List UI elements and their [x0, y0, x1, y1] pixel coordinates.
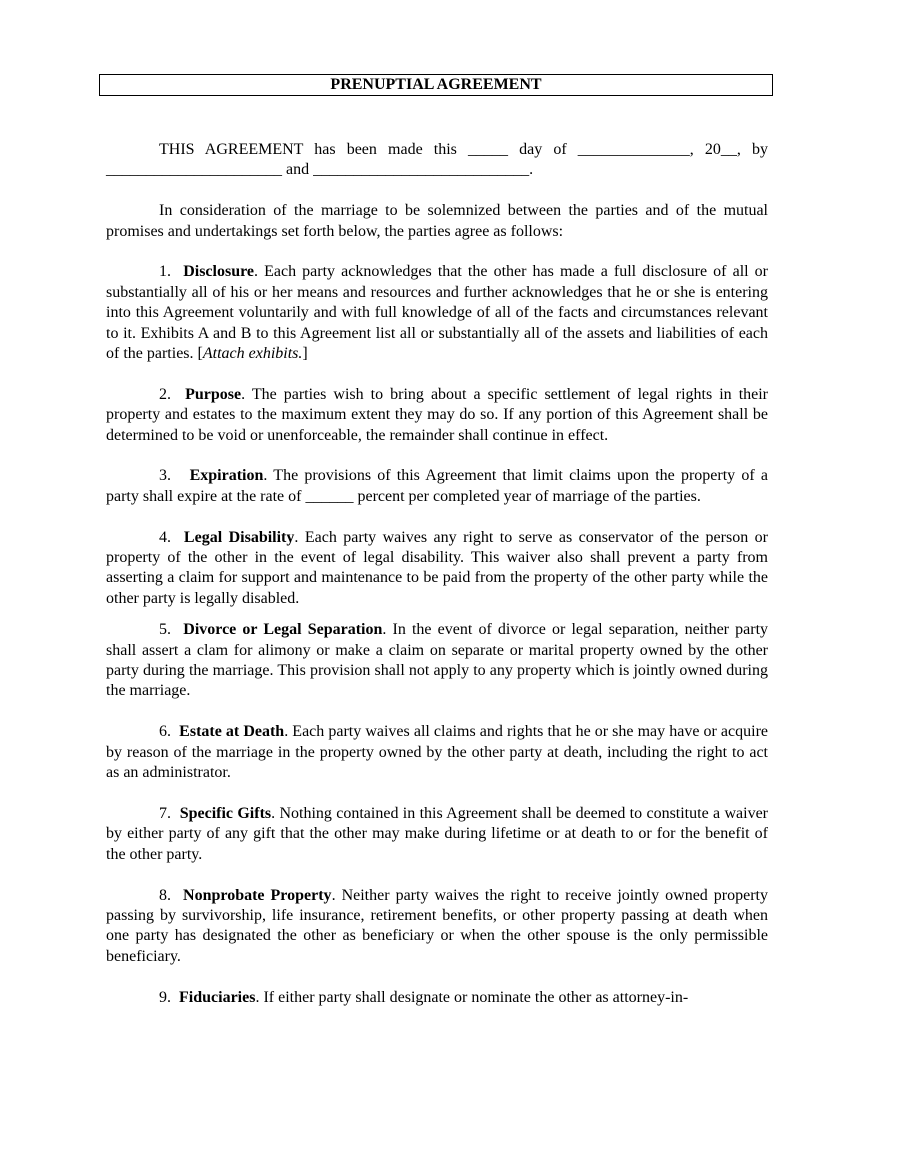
- section-text: . Each party waives any right to serve as conservator of the person or property of the other in the event of legal disability. This waiver also shall prevent a party from asserting a claim for support and maintenance to be paid from the property of the other party while the other party is legally disabled.: [106, 528, 768, 607]
- section-number: 1.: [159, 263, 171, 281]
- section-heading: Fiduciaries: [179, 988, 256, 1006]
- section-specific-gifts: [106, 804, 768, 865]
- section-legal-disability: [106, 528, 768, 610]
- section-text: . Neither party waives the right to receive jointly owned property passing by survivorship, life insurance, retirement benefits, or other property passing at death when one party has designated the other as beneficiary or when the other spouse is the only permissible beneficiary.: [106, 886, 769, 965]
- section-text: . Nothing contained in this Agreement shall be deemed to constitute a waiver by either party of any gift that the other may make during lifetime or at death to or for the benefit of the other party.: [106, 804, 768, 863]
- section-disclosure: [106, 262, 768, 364]
- section-number: 3.: [159, 467, 171, 485]
- document-title: PRENUPTIAL AGREEMENT: [99, 74, 773, 96]
- section-number: 9.: [159, 988, 171, 1006]
- section-text: . If either party shall designate or nominate the other as attorney-in-: [255, 988, 689, 1006]
- section-text: . The provisions of this Agreement that limit claims upon the property of a party shall expire at the rate of ______ percent per completed year of marriage of the parties.: [106, 467, 769, 505]
- section-text: . Each party acknowledges that the other has made a full disclosure of all or substantially all of his or her means and resources and further acknowledges that he or she is entering into this Agreement voluntarily and with full knowledge of all of the facts and circumstances relevant to it. Exhibits A and B to this Agreement list all or substantially all of the assets and liabilities of each of the parties. [: [106, 263, 769, 363]
- section-text: . The parties wish to bring about a specific settlement of legal rights in their property and estates to the maximum extent they may do so. If any portion of this Agreement shall be determined to be void or unenforceable, the remainder shall continue in effect.: [106, 385, 769, 444]
- section-number: 5.: [159, 621, 171, 639]
- section-heading: Estate at Death: [179, 723, 285, 741]
- section-heading: Purpose: [185, 385, 242, 403]
- section-heading: Divorce or Legal Separation: [183, 621, 383, 639]
- section-italic-note: Attach exhibits.: [202, 345, 303, 363]
- section-number: 7.: [159, 804, 171, 822]
- document-body: [106, 140, 768, 1008]
- section-heading: Expiration: [189, 467, 264, 485]
- consideration-paragraph: In consideration of the marriage to be solemnized between the parties and of the mutual promises and undertakings set forth below, the parties agree as follows:: [106, 202, 768, 240]
- section-heading: Disclosure: [183, 263, 254, 281]
- section-fiduciaries: [106, 988, 768, 1008]
- section-expiration: [106, 466, 768, 507]
- section-number: 2.: [159, 385, 171, 403]
- section-heading: Specific Gifts: [179, 804, 272, 822]
- section-text: . Each party waives all claims and rights that he or she may have or acquire by reason of the marriage in the property owned by the other party at death, including the right to act as an administrator.: [106, 723, 768, 782]
- section-number: 8.: [159, 886, 171, 904]
- section-number: 4.: [159, 528, 171, 546]
- section-divorce: [106, 620, 768, 702]
- section-text: . In the event of divorce or legal separation, neither party shall assert a clam for alimony or make a claim on separate or marital property owned by the other party during the marriage. This provision shall not apply to any property which is jointly owned during the marriage.: [106, 621, 769, 700]
- intro-paragraph: THIS AGREEMENT has been made this _____ day of ______________, 20__, by ______________________ and ___________________________.: [106, 141, 768, 179]
- section-heading: Legal Disability: [183, 528, 295, 546]
- section-heading: Nonprobate Property: [183, 886, 332, 904]
- section-estate-at-death: [106, 722, 768, 783]
- section-purpose: [106, 385, 768, 446]
- section-nonprobate-property: [106, 886, 768, 968]
- section-tail: ]: [302, 345, 308, 363]
- section-number: 6.: [159, 723, 171, 741]
